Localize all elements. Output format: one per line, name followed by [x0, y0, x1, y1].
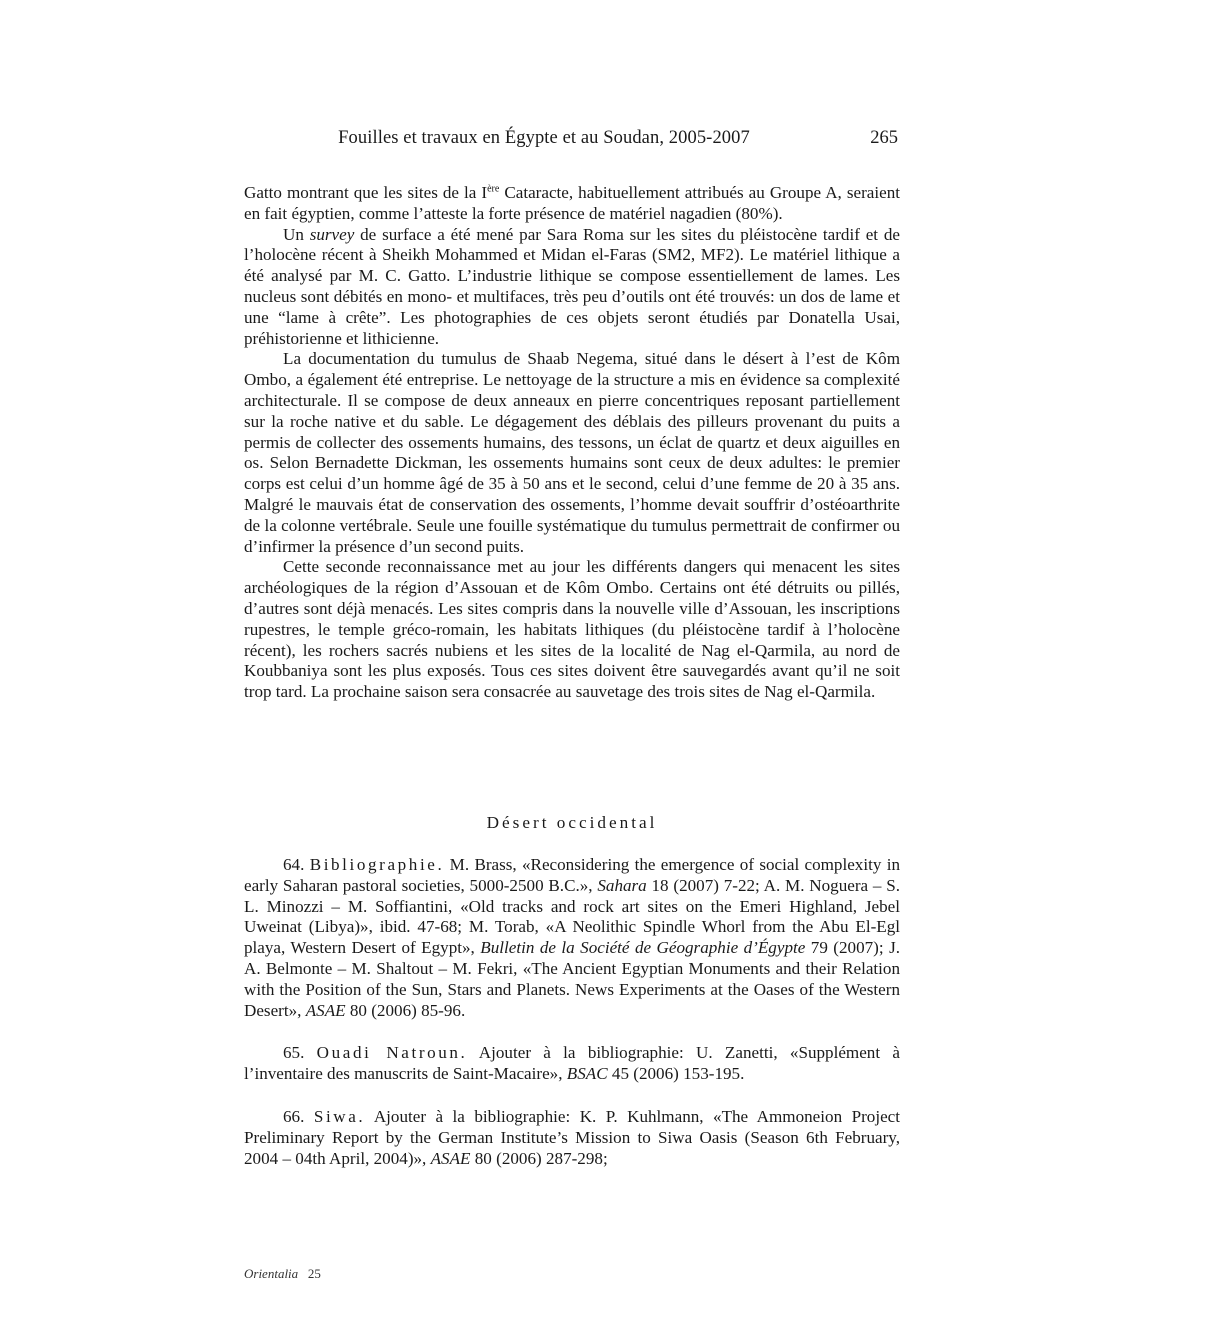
entry-64-text-d: 80 (2006) 85-96.: [345, 1000, 466, 1020]
entry-65-text-b: 45 (2006) 153-195.: [607, 1064, 745, 1084]
paragraph-1-start: Gatto montrant que les sites de la I: [244, 183, 488, 202]
paragraph-2-end: de surface a été mené par Sara Roma sur les sites du pléistocène tardif et de l’holocène récent à Sheikh Mohammed et Midan el-Faras (SM2, MF2). Le matériel lithique a été analysé par M. C. Gatto. L’industrie lithique se compose essentiellement de lames. Les nucleus sont débités en mono- et multifaces, très peu d’outils ont été trouvés: un dos de lame et une “lame à crête”. Les photographies de ces objets seront étudiés par Donatella Usai, préhistorienne et lithicienne.: [244, 224, 900, 348]
entry-64: [244, 855, 900, 1021]
paragraph-3: La documentation du tumulus de Shaab Negema, situé dans le désert à l’est de Kôm Ombo, a également été entreprise. Le nettoyage de la structure a mis en évidence sa complexité architecturale. Il se compose de deux anneaux en pierre concentriques reposant partiellement sur la roche native et du sable. Le dégagement des déblais des pilleurs provenant du puits a permis de collecter des ossements humains, des tessons, un éclat de quartz et deux aiguilles en os. Selon Bernadette Dickman, les ossements humains sont ceux de deux adultes: le premier corps est celui d’un homme âgé de 35 à 50 ans et le second, celui d’une femme de 20 à 35 ans. Malgré le mauvais état de conservation des ossements, l’homme devait souffrir d’ostéoarthrite de la colonne vertébrale. Seule une fouille systématique du tumulus permettrait de confirmer ou d’infirmer la présence d’un second puits.: [244, 349, 900, 556]
entry-64-italic-c: ASAE: [305, 1000, 346, 1020]
entry-64-text-a: M. Brass, «Reconsidering the emergence of social complexity in early Saharan pastoral societies, 5000-2500 B.C.»,: [244, 855, 900, 895]
entry-64-italic-b: Bulletin de la Société de Géographie d’Égypte: [480, 938, 806, 958]
paragraph-2-start: Un: [283, 224, 310, 244]
body-text: [244, 183, 900, 703]
entry-66-text-a: Ajouter à la bibliographie: K. P. Kuhlmann, «The Ammoneion Project Preliminary Report by the German Institute’s Mission to Siwa Oasis (Season 6th February, 2004 – 04th April, 2004)»,: [244, 1106, 900, 1168]
page: [244, 0, 900, 1338]
entry-66-title: Siwa.: [313, 1106, 366, 1126]
page-footer: [244, 1266, 321, 1282]
running-head-title: Fouilles et travaux en Égypte et au Soudan, 2005-2007: [338, 128, 750, 148]
running-head: [244, 128, 900, 154]
entry-65: [244, 1043, 900, 1085]
entry-64-title: Bibliographie.: [309, 855, 445, 874]
entry-66-italic-a: ASAE: [430, 1148, 471, 1168]
entry-66-text-b: 80 (2006) 287-298;: [470, 1148, 608, 1168]
paragraph-4: Cette seconde reconnaissance met au jour les différents dangers qui menacent les sites archéologiques de la région d’Assouan et de Kôm Ombo. Certains ont été détruits ou pillés, d’autres sont déjà menacés. Les sites compris dans la nouvelle ville d’Assouan, les inscriptions rupestres, le temple gréco-romain, les habitats lithiques (du pléistocène tardif à l’holocène récent), les rochers sacrés nubiens et les sites de la localité de Nag el-Qarmila, au nord de Koubbaniya sont les plus exposés. Tous ces sites doivent être sauvegardés avant qu’il ne soit trop tard. La prochaine saison sera consacrée au sauvetage des trois sites de Nag el-Qarmila.: [244, 557, 900, 702]
entry-65-italic-a: BSAC: [566, 1064, 608, 1084]
entry-65-text-a: Ajouter à la bibliographie: U. Zanetti, «Supplément à l’inventaire des manuscrits de Saint-Macaire»,: [244, 1043, 900, 1084]
bibliography-entries: [244, 855, 900, 1191]
section-heading: Désert occidental: [486, 813, 658, 832]
entry-64-italic-a: Sahara: [597, 875, 647, 895]
paragraph-2: [244, 225, 900, 350]
entry-65-number: 65.: [283, 1043, 305, 1063]
footer-volume: 25: [307, 1266, 321, 1281]
page-number: 265: [870, 128, 898, 148]
paragraph-1-end: Cataracte, habituellement attribués au Groupe A, seraient en fait égyptien, comme l’atteste la forte présence de matériel nagadien (80%).: [244, 183, 900, 223]
entry-64-number: 64.: [283, 855, 305, 874]
paragraph-1: [244, 183, 900, 225]
paragraph-2-italic: survey: [309, 224, 355, 244]
entry-66-number: 66.: [283, 1106, 305, 1126]
entry-65-title: Ouadi Natroun.: [316, 1043, 468, 1063]
ordinal-superscript: ère: [487, 183, 500, 195]
entry-64-text-c: 79 (2007); J. A. Belmonte – M. Shaltout – M. Fekri, «The Ancient Egyptian Monuments and their Relation with the Position of the Sun, Stars and Planets. News Experiments at the Oases of the Western Desert»,: [244, 938, 900, 1020]
entry-66: [244, 1107, 900, 1169]
entry-64-text-b: 18 (2007) 7-22; A. M. Noguera – S. L. Minozzi – M. Soffiantini, «Old tracks and rock art sites on the Emeri Highland, Jebel Uweinat (Libya)», ibid. 47-68; M. Torab, «A Neolithic Spindle Whorl from the Abu El-Egl playa, Western Desert of Egypt»,: [244, 875, 900, 958]
footer-journal: Orientalia: [244, 1266, 299, 1281]
